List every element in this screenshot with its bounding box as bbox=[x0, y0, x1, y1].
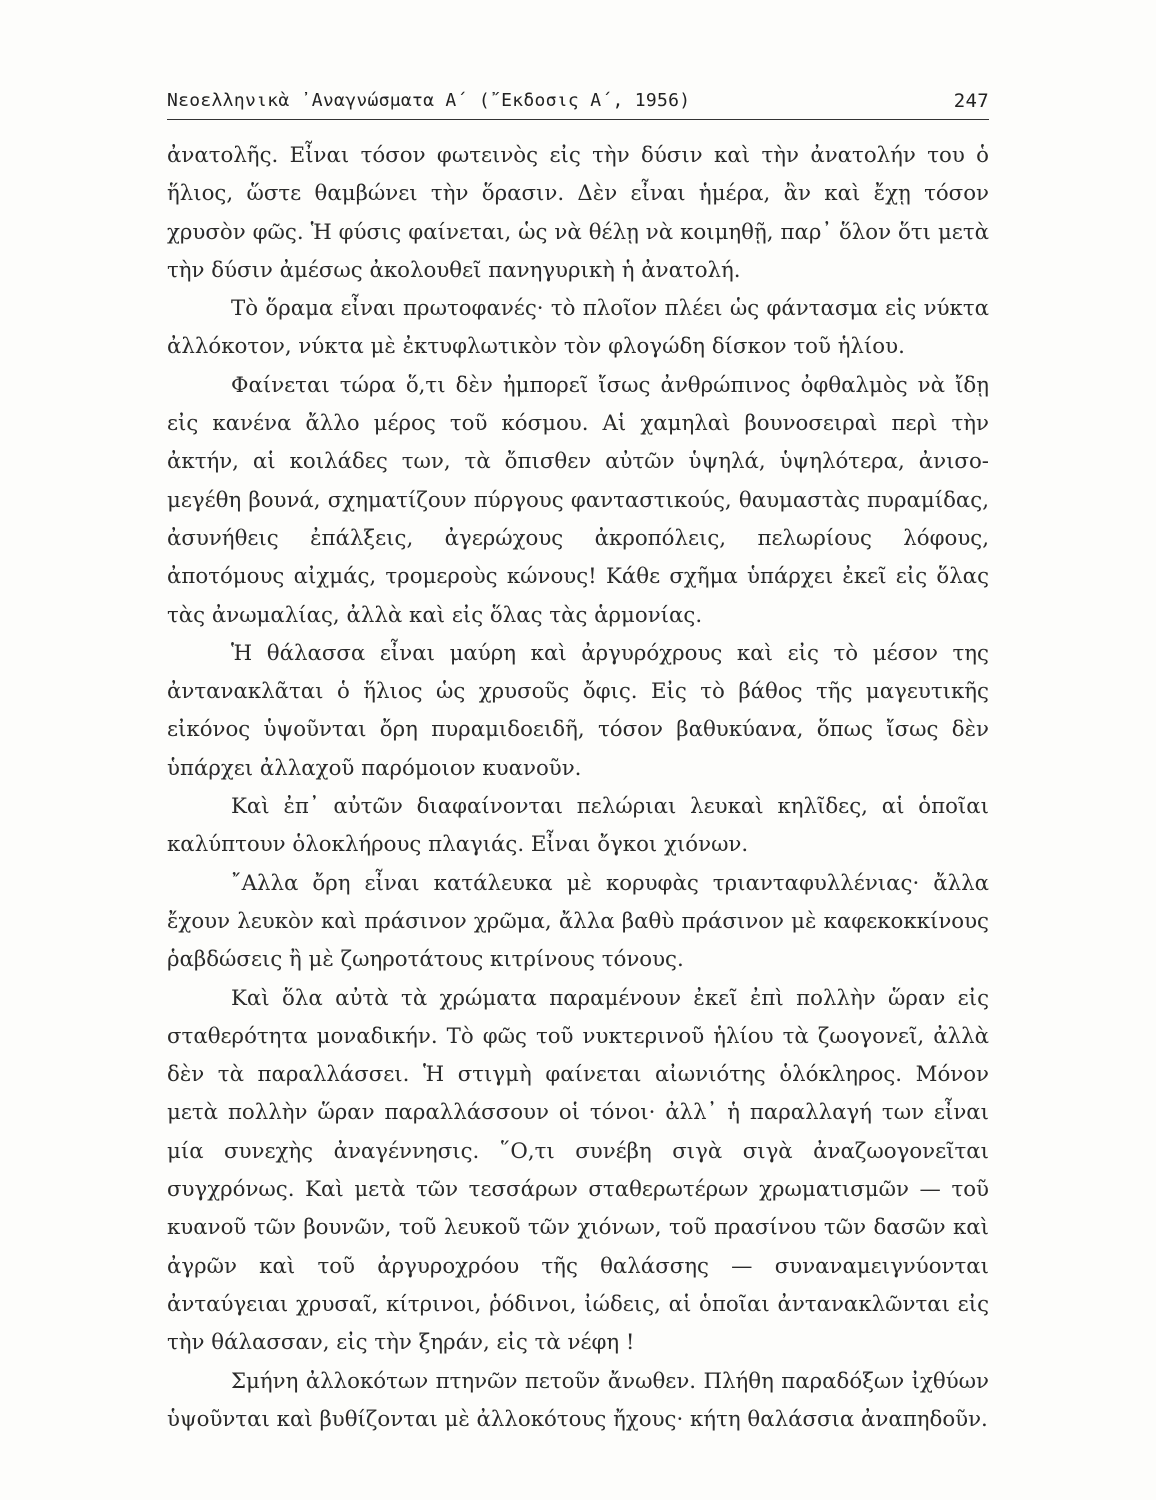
header-title: Νεοελληνικὰ ᾿Αναγνώσματα Α΄ (῎Εκδοσις Α΄, 1956) bbox=[167, 90, 691, 111]
page-number: 247 bbox=[953, 90, 989, 112]
paragraph: Καὶ ὅλα αὐτὰ τὰ χρώματα παραμένουν ἐκεῖ ἐπὶ πολλὴν ὥραν εἰς σταθερότητα μοναδικήν. Τὸ φῶς τοῦ νυκτερινοῦ ἡλίου τὰ ζωογονεῖ, ἀλλὰ δὲν τὰ παραλλάσσει. Ἡ στιγμὴ φαίνεται αἰωνιότης ὁλόκληρος. Μόνον μετὰ πολλὴν ὥραν παραλλάσσουν οἱ τόνοι· ἀλλ᾿ ἡ παραλλαγή των εἶναι μία συνεχὴς ἀναγέννησις. ῞Ο,τι συνέβη σιγὰ σιγὰ ἀναζωογονεῖται συγχρόνως. Καὶ μετὰ τῶν τεσσάρων σταθερωτέρων χρωματισμῶν — τοῦ κυανοῦ τῶν βουνῶν, τοῦ λευκοῦ τῶν χιόνων, τοῦ πρασίνου τῶν δασῶν καὶ ἀγρῶν καὶ τοῦ ἀργυροχρόου τῆς θαλάσσης — συναναμειγνύονται ἀνταύγειαι χρυσαῖ, κίτρινοι, ῥόδινοι, ἰώδεις, αἱ ὁποῖαι ἀντανακλῶνται εἰς τὴν θάλασσαν, εἰς τὴν ξηράν, εἰς τὰ νέφη ! bbox=[167, 985, 989, 1356]
header-rule bbox=[167, 119, 989, 120]
paragraph: Ἡ θάλασσα εἶναι μαύρη καὶ ἀργυρόχρους καὶ εἰς τὸ μέσον της ἀντανακλᾶται ὁ ἥλιος ὡς χρυσοῦς ὄφις. Εἰς τὸ βάθος τῆς μαγευτικῆς εἰκόνος ὑψοῦνται ὄρη πυραμιδοειδῆ, τόσον βαθυκύανα, ὅπως ἴσως δὲν ὑπάρχει ἀλλαχοῦ παρόμοιον κυανοῦν. bbox=[167, 640, 989, 781]
paragraph: Τὸ ὅραμα εἶναι πρωτοφανές· τὸ πλοῖον πλέει ὡς φάντασμα εἰς νύκτα ἀλλόκοτον, νύκτα μὲ ἐκτυφλωτικὸν τὸν φλογώδη δίσκον τοῦ ἡλίου. bbox=[167, 296, 989, 360]
paragraph: ἀνατολῆς. Εἶναι τόσον φωτεινὸς εἰς τὴν δύσιν καὶ τὴν ἀνατολήν του ὁ ἥλιος, ὥστε θαμβώνει τὴν ὅρασιν. Δὲν εἶναι ἡμέρα, ἂν καὶ ἔχῃ τόσον χρυσὸν φῶς. Ἡ φύσις φαίνεται, ὡς νὰ θέλῃ νὰ κοιμηθῇ, παρ᾿ ὅλον ὅτι μετὰ τὴν δύσιν ἀμέσως ἀκολουθεῖ πανηγυρικὴ ἡ ἀνατολή. bbox=[167, 143, 989, 283]
page-body bbox=[167, 137, 989, 1439]
paragraph: Φαίνεται τώρα ὅ,τι δὲν ἠμπορεῖ ἴσως ἀνθρώπινος ὀφθαλμὸς νὰ ἴδῃ εἰς κανένα ἄλλο μέρος τοῦ κόσμου. Αἱ χαμηλαὶ βουνοσειραὶ περὶ τὴν ἀκτήν, αἱ κοιλάδες των, τὰ ὄπισθεν αὐτῶν ὑψηλά, ὑψηλότερα, ἀνισομεγέθη βουνά, σχηματίζουν πύργους φανταστικούς, θαυμαστὰς πυραμίδας, ἀσυνήθεις ἐπάλξεις, ἀγερώχους ἀκροπόλεις, πελωρίους λόφους, ἀποτόμους αἰχμάς, τρομεροὺς κώνους! Κάθε σχῆμα ὑπάρχει ἐκεῖ εἰς ὅλας τὰς ἀνωμαλίας, ἀλλὰ καὶ εἰς ὅλας τὰς ἁρμονίας. bbox=[167, 372, 989, 628]
paragraph: Καὶ ἐπ᾿ αὐτῶν διαφαίνονται πελώριαι λευκαὶ κηλῖδες, αἱ ὁποῖαι καλύπτουν ὁλοκλήρους πλαγιάς. Εἶναι ὄγκοι χιόνων. bbox=[167, 794, 989, 858]
paragraph: Σμήνη ἀλλοκότων πτηνῶν πετοῦν ἄνωθεν. Πλήθη παραδόξων ἰχθύων ὑψοῦνται καὶ βυθίζονται μὲ ἀλλοκότους ἤχους· κήτη θαλάσσια ἀναπηδοῦν. bbox=[167, 1368, 989, 1432]
paragraph: ῎Αλλα ὄρη εἶναι κατάλευκα μὲ κορυφὰς τριανταφυλλένιας· ἄλλα ἔχουν λευκὸν καὶ πράσινον χρῶμα, ἄλλα βαθὺ πράσινον μὲ καφεκοκκίνους ῥαβδώσεις ἢ μὲ ζωηροτάτους κιτρίνους τόνους. bbox=[167, 870, 989, 973]
running-header bbox=[167, 86, 989, 122]
